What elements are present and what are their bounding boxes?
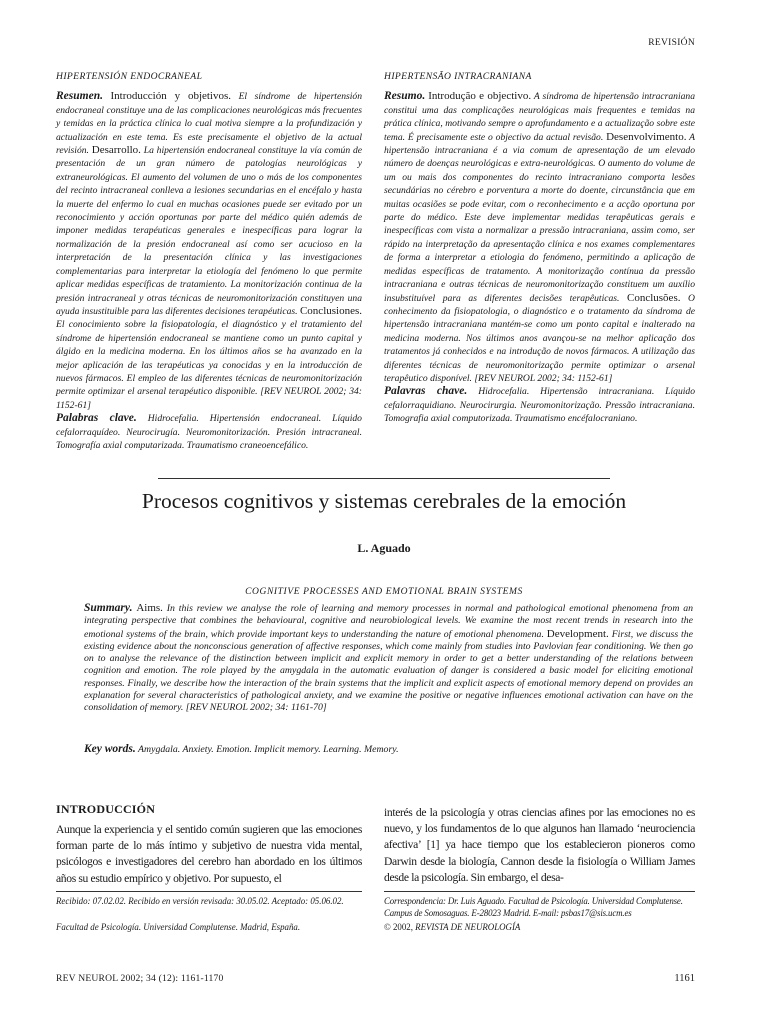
keywords-text: Hidrocefalia. Hipertensión endocraneal. Líquido cefalorraquídeo. Neurocirugía. Neuromonitorización. Presión intracraneal. Tomografía axial computarizada. Traumatismo craneoencefálico. [56, 413, 362, 451]
article-title: Procesos cognitivos y sistemas cerebrales de la emoción [141, 489, 627, 513]
abstract-dev-label: Desarrollo. [91, 144, 141, 157]
abstract-intro-label: Introdução e objectivo. [428, 90, 532, 103]
correspondence: Correspondencia: Dr. Luis Aguado. Facultad de Psicología. Universidad Complutense. Campus de Somosaguas. E-28023 Madrid. E-mail: psbas17@sis.ucm.es [384, 896, 683, 918]
abstract-concl-label: Conclusiones. [299, 304, 362, 317]
abstract-dev-text: La hipertensión endocraneal constituye la vía común de presentación de un gran número de patologías neurológicas y extraneurológicas. El aumento del volumen de uno o más de los componentes del recinto intracraneal conlleva a lesiones secundarias en el encéfalo y hasta la muerte del enfermo lo cual en muchas ocasiones puede ser evitado por un reconocimiento y acción oportunas por parte del médico quién además de imponer medidas terapéuticas generales e inespecíficas para lograr la normalización de la presión endocraneal así como ser acucioso en la interpretación de la presentación clínica y las investigaciones complementarias para interpretar la etiología del fenómeno lo que permite aplicar medidas específicas de tratamiento. La monitorización continua de la presión intracraneal y otras técnicas de neuromonitorización constituyen una ayuda insustituible para las diferentes decisiones terapéuticas. [56, 145, 362, 317]
copyright-prefix: © 2002, [384, 922, 413, 932]
summary-aims-text: In this review we analyse the role of learning and memory processes in normal and pathological emotional phenomena from an integrating perspective that combines the behavioural, cognitive and neurobiological levels. We examine the most recent trends in research into the emotional systems of the brain, which provide important keys to understanding the nature of emotional phenomena. [84, 603, 694, 640]
received-dates: Recibido: 07.02.02. Recibido en versión revisada: 30.05.02. Aceptado: 05.06.02. [56, 896, 344, 906]
abstract-lead: Resumo. [384, 90, 426, 103]
intro-text-right: interés de la psicología y otras ciencias afines por las emociones no es nuevo, y los fundamentos de lo que algunos han llamado ‘neurociencia afectiva’ [1] ya hace tiempo que los establecieron pioneros como Darwin desde la biología, Cannon desde la fisiología o William James desde la psicología. Sin embargo, el desa- [384, 806, 695, 884]
summary-dev-label: Development. [546, 627, 609, 640]
footnote-divider [56, 891, 362, 892]
footer-citation: REV NEUROL 2002; 34 (12): 1161-1170 [56, 973, 224, 984]
abstract-intro-text: El síndrome de hipertensión endocraneal constituye una de las complicaciones neurológicas más frecuentes y temidas en la práctica clínica lo cual motiva siempre a la profundización y actualización en este tema. Es este precisamente el objetivo de la actual revisión. [56, 91, 363, 157]
english-keywords [84, 743, 693, 755]
abstract-dev-label: Desenvolvimento. [606, 130, 687, 143]
summary-aims-label: Aims. [136, 602, 163, 614]
abstract-heading: HIPERTENSÃO INTRACRANIANA [384, 71, 532, 82]
affiliation: Facultad de Psicología. Universidad Complutense. Madrid, España. [56, 922, 301, 932]
keywords-text: Amygdala. Anxiety. Emotion. Implicit memory. Learning. Memory. [138, 744, 399, 755]
abstract-keywords [384, 385, 695, 425]
summary-dev-text: First, we discuss the existing evidence about the nonconscious generation of affective responses, which come mainly from studies into Pavlovian fear conditioning. We then go on to analyse the relevance of the distinction between implicit and explicit memory in order to get a better understanding of the relations between cognition and emotion. The role played by the amygdala in the automatic evaluation of danger is considered a basic model for eliciting emotional responses. Finally, we describe how the interaction of the brain systems that the implicit and explicit aspects of emotional memory depend on provides an explanation for several characteristics of pathological anxiety, and we examine the positive or negative influences emotional activation can have on the consolidation of memory. [REV NEUROL 2002; 34: 1161-70] [84, 628, 694, 714]
intro-heading: INTRODUCCIÓN [56, 802, 156, 816]
abstract-concl-text: O conhecimento da fisiopatologia, o diagnóstico e o tratamento da síndroma de hipertensão intracraniana mantém-se como um ponto capital e inalterado na medicina moderna. Nos últimos anos avançou-se na melhor aplicação dos tratamentos já conhecidos e na introdução de novos fármacos. A utilização das diferentes técnicas de neuromonitorização permite optimizar o arsenal terapêutico disponível. [REV NEUROL 2002; 34: 1152-61] [384, 292, 695, 384]
abstract-portuguese [384, 70, 695, 426]
footnote-divider [384, 891, 695, 892]
copyright-journal: REVISTA DE NEUROLOGÍA [415, 922, 521, 932]
abstract-spanish [56, 70, 362, 452]
abstract-concl-text: El conocimiento sobre la fisiopatología, el diagnóstico y el tratamiento del síndrome de hipertensión endocraneal se mantiene como un punto capital y álgido en la medicina moderna. En los últimos años se ha avanzado en la mejor aplicación de las terapéuticas ya conocidas y en la introducción de nuevos fármacos. El empleo de las diferentes técnicas de neuromonitorización permite optimizar el arsenal terapéutico disponible. [REV NEUROL 2002; 34: 1152-61] [56, 319, 362, 411]
abstract-body [384, 90, 695, 385]
keywords-label: Palabras clave. [56, 412, 137, 425]
article-author: L. Aguado [357, 541, 411, 555]
copyright [384, 921, 695, 933]
abstract-keywords [56, 412, 362, 452]
keywords-label: Key words. [84, 743, 136, 755]
abstract-intro-text: A síndroma de hipertensão intracraniana constitui uma das complicações neurológicas mais frequentes e temidas na prática clínica, motivando sempre o aprofundamento e a actualização sobre este tema. É precisamente este o objectivo da actual revisão. [384, 91, 696, 143]
abstract-lead: Resumen. [56, 90, 103, 103]
section-label: REVISIÓN [648, 38, 695, 48]
keywords-label: Palavras chave. [384, 385, 468, 398]
keywords-text: Hidrocefalia. Hipertensão intracraniana. Líquido cefalorraquidiano. Neurocirurgia. Neuromonitorização. Pressão intracraniana. Tomografia axial computorizada. Traumatismo encéfalocraniano. [384, 386, 696, 425]
intro-text-left: Aunque la experiencia y el sentido común sugieren que las emociones forman parte de lo más íntimo y subjetivo de nuestra vida mental, psicólogos e investigadores del cerebro han abordado en los últimos años su estudio empírico y objetivo. Por supuesto, el [56, 823, 362, 885]
title-divider [158, 478, 610, 479]
abstract-intro-label: Introducción y objetivos. [110, 90, 232, 103]
abstract-body [56, 90, 362, 412]
abstract-heading: HIPERTENSIÓN ENDOCRANEAL [56, 71, 203, 82]
page-number: 1161 [674, 973, 695, 984]
english-summary [84, 602, 693, 715]
abstract-concl-label: Conclusões. [627, 291, 681, 304]
abstract-dev-text: A hipertensão intracraniana é a via comum de apresentação de um elevado número de doenças neurológicas e extra-neurológicas. O aumento do volume de um ou mais dos componentes do recinto intracraniano comporta lesões secundárias no cérebro e porventura a morte do doente, circunstância que em muitas ocasiões se pode evitar, com o reconhecimento e a acção oportuna por parte do médico. Este deve implementar medidas terapêuticas gerais e inespecíficas com vista a normalizar a pressão intracraniana, assim como, ser rápido na interpretação da apresentação clínica e nos exames complementares de forma a interpretar a etiologia do fenómeno, permitindo a aplicação de medidas específicas de tratamento. A monitorização contínua da pressão intracraniana e outras técnicas de neuromonitorização constituem um auxílio insubstituível para as diferentes decisões terapêuticas. [384, 131, 696, 304]
english-title: COGNITIVE PROCESSES AND EMOTIONAL BRAIN SYSTEMS [245, 587, 523, 597]
summary-lead: Summary. [84, 602, 133, 614]
